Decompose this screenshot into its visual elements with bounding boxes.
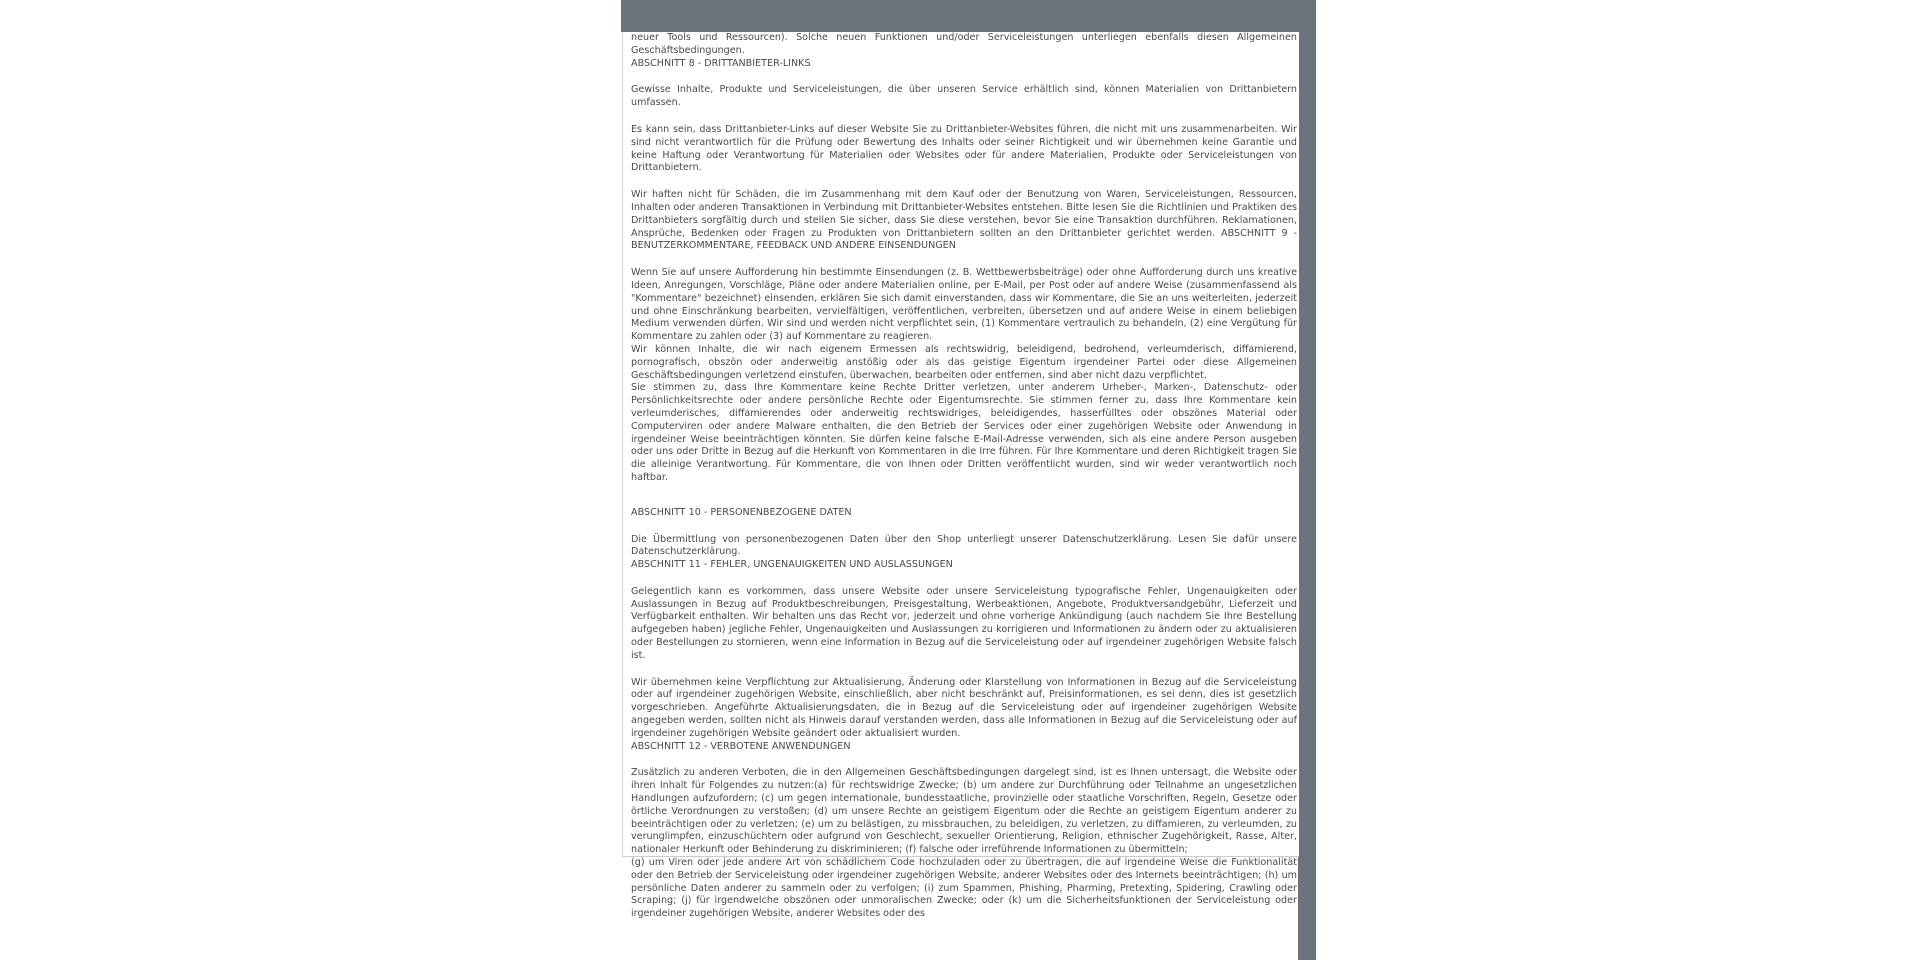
- paragraph: neuer Tools und Ressourcen). Solche neuen Funktionen und/oder Serviceleistungen unterliegen ebenfalls diesen Allgemeinen Geschäftsbedingungen.: [631, 32, 1297, 56]
- paragraph: Gewisse Inhalte, Produkte und Serviceleistungen, die über unseren Service erhältlich sind, können Materialien von Drittanbietern umfassen.: [631, 84, 1297, 109]
- section-heading-8: ABSCHNITT 8 - DRITTANBIETER-LINKS: [631, 57, 811, 69]
- document-text: [623, 32, 1299, 921]
- paragraph: (g) um Viren oder jede andere Art von schädlichem Code hochzuladen oder zu übertragen, die auf irgendeine Weise die Funktionalität oder den Betrieb der Serviceleistung oder irgendeiner zugehörigen Website, anderer Websites oder des Internets beeinträchtigen; (h) um persönliche Daten anderer zu sammeln oder zu verfolgen; (i) zum Spammen, Phishing, Pharming, Pretexting, Spidering, Crawling oder Scraping; (j) für irgendwelche obszönen oder unmoralischen Zwecke; oder (k) um die Sicherheitsfunktionen der Serviceleistung oder irgendeiner zugehörigen Website, anderer Websites oder des: [631, 857, 1297, 920]
- paragraph: Gelegentlich kann es vorkommen, dass unsere Website oder unsere Serviceleistung typografische Fehler, Ungenauigkeiten oder Auslassungen in Bezug auf Produktbeschreibungen, Preisgestaltung, Werbeaktionen, Angebote, Produktversandgebühr, Lieferzeit und Verfügbarkeit enthalten. Wir behalten uns das Recht vor, jederzeit und ohne vorherige Ankündigung (auch nachdem Sie Ihre Bestellung aufgegeben haben) jegliche Fehler, Ungenauigkeiten und Auslassungen zu korrigieren und Informationen zu ändern oder zu aktualisieren oder Bestellungen zu stornieren, wenn eine Information in Bezug auf die Serviceleistung oder auf irgendeiner zugehörigen Website falsch ist.: [631, 585, 1297, 661]
- section-heading-11: ABSCHNITT 11 - FEHLER, UNGENAUIGKEITEN UND AUSLASSUNGEN: [631, 559, 953, 571]
- paragraph: Es kann sein, dass Drittanbieter-Links auf dieser Website Sie zu Drittanbieter-Websites führen, die nicht mit uns zusammenarbeiten. Wir sind nicht verantwortlich für die Prüfung oder Bewertung des Inhalts oder seiner Richtigkeit und wir übernehmen keine Garantie und keine Haftung oder Verantwortung für Materialien oder Websites oder für andere Materialien, Produkte oder Serviceleistungen von Drittanbietern.: [631, 123, 1297, 174]
- paragraph: Wir haften nicht für Schäden, die im Zusammenhang mit dem Kauf oder der Benutzung von Waren, Serviceleistungen, Ressourcen, Inhalten oder anderen Transaktionen in Verbindung mit Drittanbieter-Websites entstehen. Bitte lesen Sie die Richtlinien und Praktiken des Drittanbieters sorgfältig durch und stellen Sie sicher, dass Sie diese verstehen, bevor Sie eine Transaktion durchführen. Reklamationen, Ansprüche, Bedenken oder Fragen zu Produkten von Drittanbietern sollten an den Drittanbieter gerichtet werden. ABSCHNITT 9 - BENUTZERKOMMENTARE, FEEDBACK UND ANDERE EINSENDUNGEN: [631, 189, 1297, 252]
- paragraph: Wir übernehmen keine Verpflichtung zur Aktualisierung, Änderung oder Klarstellung von Informationen in Bezug auf die Serviceleistung oder auf irgendeiner zugehörigen Website, einschließlich, aber nicht beschränkt auf, Preisinformationen, es sei denn, dies ist gesetzlich vorgeschrieben. Angeführte Aktualisierungsdaten, die in Bezug auf die Serviceleistung oder auf irgendeiner zugehörigen Website angegeben werden, sollten nicht als Hinweis darauf verstanden werden, dass alle Informationen in Bezug auf die Serviceleistung oder auf irgendeiner zugehörigen Website geändert oder aktualisiert wurden.: [631, 676, 1297, 739]
- section-heading-12: ABSCHNITT 12 - VERBOTENE ANWENDUNGEN: [631, 740, 851, 752]
- paragraph: Sie stimmen zu, dass Ihre Kommentare keine Rechte Dritter verletzen, unter anderem Urheber-, Marken-, Datenschutz- oder Persönlichkeitsrechte oder andere persönliche Rechte oder Eigentumsrechte. Sie stimmen ferner zu, dass Ihre Kommentare kein verleumderisches, diffamierendes oder anderweitig rechtswidriges, beleidigendes, hasserfülltes oder obszönes Material oder Computerviren oder andere Malware enthalten, die den Betrieb der Services oder einer zugehörigen Website oder Anwendung in irgendeiner Weise beeinträchtigen könnten. Sie dürfen keine falsche E-Mail-Adresse verwenden, sich als eine andere Person ausgeben oder uns oder Dritte in Bezug auf die Herkunft von Kommentaren in die Irre führen. Für Ihre Kommentare und deren Richtigkeit tragen Sie die alleinige Verantwortung. Für Kommentare, die von Ihnen oder Dritten veröffentlicht wurden, sind wir weder verantwortlich noch haftbar.: [631, 382, 1297, 483]
- paragraph: Wir können Inhalte, die wir nach eigenem Ermessen als rechtswidrig, beleidigend, bedrohend, verleumderisch, diffamierend, pornografisch, obszön oder anderweitig anstößig oder als das geistige Eigentum irgendeiner Partei oder diese Allgemeinen Geschäftsbedingungen verletzend einstufen, überwachen, bearbeiten oder entfernen, sind aber nicht dazu verpflichtet.: [631, 343, 1297, 381]
- paragraph: Wenn Sie auf unsere Aufforderung hin bestimmte Einsendungen (z. B. Wettbewerbsbeiträge) oder ohne Aufforderung durch uns kreative Ideen, Anregungen, Vorschläge, Pläne oder andere Materialien online, per E-Mail, per Post oder auf andere Weise (zusammenfassend als "Kommentare" bezeichnet) einsenden, erklären Sie sich damit einverstanden, dass wir Kommentare, die Sie an uns weiterleiten, jederzeit und ohne Einschränkung bearbeiten, vervielfältigen, veröffentlichen, verbreiten, übersetzen und auf andere Weise in einem beliebigen Medium verwenden dürfen. Wir sind und werden nicht verpflichtet sein, (1) Kommentare vertraulich zu behandeln, (2) eine Vergütung für Kommentare zu zahlen oder (3) auf Kommentare zu reagieren.: [631, 267, 1297, 343]
- paragraph: Zusätzlich zu anderen Verboten, die in den Allgemeinen Geschäftsbedingungen dargelegt sind, ist es Ihnen untersagt, die Website oder ihren Inhalt für Folgendes zu nutzen:(a) für rechtswidrige Zwecke; (b) um andere zur Durchführung oder Teilnahme an ungesetzlichen Handlungen aufzufordern; (c) um gegen internationale, bundesstaatliche, provinzielle oder staatliche Vorschriften, Regeln, Gesetze oder örtliche Verordnungen zu verstoßen; (d) um unsere Rechte an geistigem Eigentum oder die Rechte an geistigem Eigentum anderer zu beeinträchtigen oder zu verletzen; (e) um zu belästigen, zu missbrauchen, zu beleidigen, zu verletzen, zu diffamieren, zu verleumden, zu verunglimpfen, einzuschüchtern oder aufgrund von Geschlecht, sexueller Orientierung, Religion, ethnischer Zugehörigkeit, Rasse, Alter, nationaler Herkunft oder Behinderung zu diskriminieren; (f) falsche oder irreführende Informationen zu übermitteln;: [631, 767, 1297, 856]
- document-page: [622, 32, 1299, 920]
- section-heading-10: ABSCHNITT 10 - PERSONENBEZOGENE DATEN: [631, 506, 852, 518]
- paragraph: Die Übermittlung von personenbezogenen Daten über den Shop unterliegt unserer Datenschutzerklärung. Lesen Sie dafür unsere Datenschutzerklärung.: [631, 533, 1297, 558]
- viewer-top-bar: [621, 0, 1316, 32]
- viewer-scrollbar[interactable]: [1298, 0, 1316, 960]
